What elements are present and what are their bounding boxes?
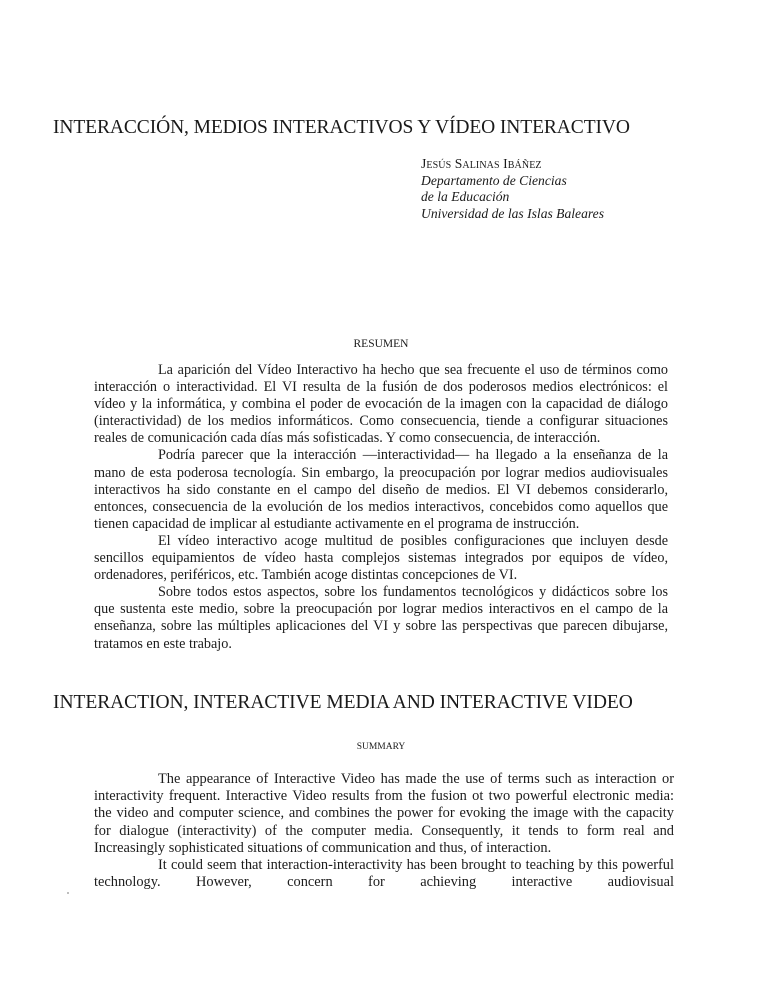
resumen-body	[94, 362, 668, 653]
scan-artifact-dot	[67, 892, 69, 894]
summary-paragraph: The appearance of Interactive Video has made the use of terms such as interaction or interactivity frequent. Interactive Video results from the fusion ot two powerful electronic media: the video and computer science, and combines the power for evoking the image with the capacity for dialogue (interactivity) of the computer media. Consequently, it tends to form real and Increasingly sophisticated situations of communication and thus, of interaction.	[94, 771, 674, 856]
affiliation-university: Universidad de las Islas Baleares	[421, 205, 604, 221]
author-name: Jesús Salinas Ibáñez	[421, 156, 542, 171]
resumen-paragraph: La aparición del Vídeo Interactivo ha hecho que sea frecuente el uso de términos como interacción o interactividad. El VI resulta de la fusión de dos poderosos medios electrónicos: el vídeo y la informática, y combina el poder de evocación de la imagen con la capacidad de diálogo (interactividad) de los medios informáticos. Como consecuencia, tiende a configurar situaciones reales de comunicación cada días más sofisticadas. Y como consecuencia, de interacción.	[94, 362, 668, 447]
affiliation-faculty: de la Educación	[421, 189, 510, 205]
summary-heading: SUMMARY	[356, 742, 406, 752]
resumen-paragraph: Sobre todos estos aspectos, sobre los fundamentos tecnológicos y didácticos sobre los que sustenta este medio, sobre la preocupación por lograr medios interactivos en el campo de la enseñanza, sobre las múltiples aplicaciones del VI y sobre las perspectivas que parecen dibujarse, tratamos en este trabajo.	[94, 584, 668, 652]
summary-body	[94, 771, 674, 891]
resumen-heading: RESUMEN	[353, 338, 409, 350]
author-block	[421, 156, 604, 222]
summary-paragraph: It could seem that interaction-interactivity has been brought to teaching by this powerful technology. However, concern for achieving interactive audiovisual	[94, 857, 674, 891]
resumen-paragraph: El vídeo interactivo acoge multitud de posibles configuraciones que incluyen desde sencillos equipamientos de vídeo hasta complejos sistemas integrados por equipos de vídeo, ordenadores, periféricos, etc. También acoge distintas concepciones de VI.	[94, 532, 668, 584]
affiliation-department: Departamento de Ciencias	[421, 172, 567, 188]
resumen-paragraph: Podría parecer que la interacción —interactividad— ha llegado a la enseñanza de la mano de esta poderosa tecnología. Sin embargo, la preocupación por lograr medios audiovisuales interactivos ha sido constante en el campo del diseño de medios. El VI debemos considerarlo, entonces, consecuencia de la evolución de los medios interactivos, concebidos como aquellos que tienen capacidad de implicar al estudiante activamente en el programa de instrucción.	[94, 447, 668, 532]
article-title-spanish: INTERACCIÓN, MEDIOS INTERACTIVOS Y VÍDEO INTERACTIVO	[53, 117, 630, 138]
article-title-english: INTERACTION, INTERACTIVE MEDIA AND INTERACTIVE VIDEO	[53, 692, 633, 713]
